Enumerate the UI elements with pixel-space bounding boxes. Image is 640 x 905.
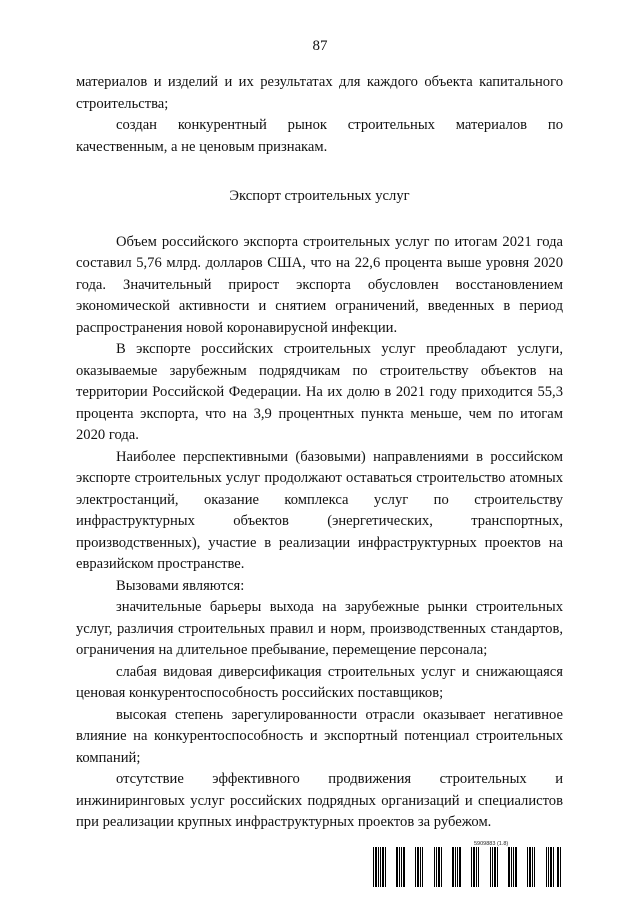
page-number: 87 [312,38,328,54]
document-code: 5909883 (1.8) [474,841,509,847]
barcode [373,847,563,887]
paragraph-competitive-market: создан конкурентный рынок строительных материалов по качественным, а не ценовым признакам. [76,117,563,155]
paragraph-challenge-regulation: высокая степень зарегулированности отрасли оказывает негативное влияние на конкурентоспособность и экспортный потенциал строительных компаний; [76,706,563,766]
paragraph-challenge-barriers: значительные барьеры выхода на зарубежные рынки строительных услуг, различия строительных правил и норм, производственных стандартов, ограничения на длительное пребывание, перемещение персонала; [76,599,563,658]
document-body [76,72,563,834]
paragraph-challenges-intro: Вызовами являются: [116,577,245,594]
paragraph-challenge-diversification: слабая видовая диверсификация строительных услуг и снижающаяся ценовая конкурентоспособность российских поставщиков; [76,663,563,701]
paragraph-priority-directions: Наиболее перспективными (базовыми) направлениями в российском экспорте строительных услуг продолжают оставаться строительство атомных электростанций, оказание комплекса услуг по строительству инфраструктурных объектов (энергетических, транспортных, производственных), участие в реализации инфраструктурных проектов на евразийском пространстве. [76,448,563,572]
paragraph-continuation: материалов и изделий и их результатах для каждого объекта капитального строительства; [76,74,563,112]
paragraph-export-structure: В экспорте российских строительных услуг преобладают услуги, оказываемые зарубежным подрядчикам по строительству объектов на территории Российской Федерации. На их долю в 2021 году приходится 55,3 процента экспорта, что на 3,9 процентных пункта меньше, чем по итогам 2020 года. [76,341,563,443]
paragraph-export-volume: Объем российского экспорта строительных услуг по итогам 2021 года составил 5,76 млрд. долларов США, что на 22,6 процента выше уровня 2020 года. Значительный прирост экспорта обусловлен восстановлением экономической активности и снятием ограничений, введенных в период распространения новой коронавирусной инфекции. [76,233,563,336]
section-heading: Экспорт строительных услуг [229,188,410,204]
paragraph-challenge-promotion: отсутствие эффективного продвижения строительных и инжиниринговых услуг российских подрядных организаций и специалистов при реализации крупных инфраструктурных проектов за рубежом. [76,771,563,830]
